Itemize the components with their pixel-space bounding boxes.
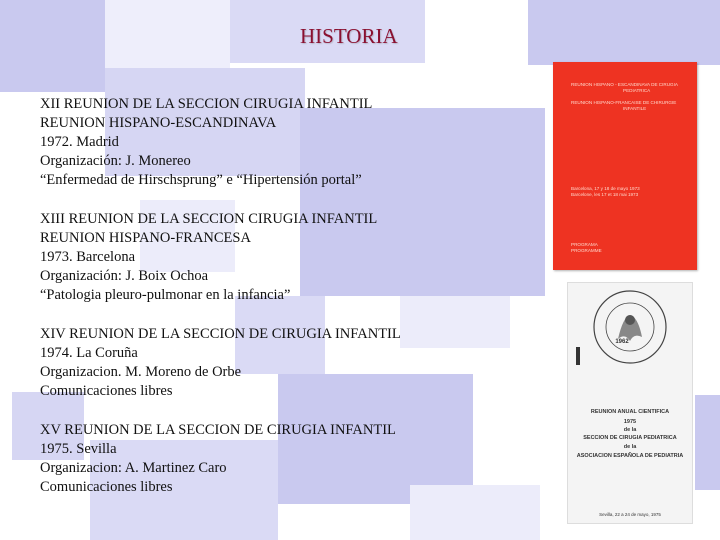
society-seal-icon: [568, 287, 692, 367]
decor-square: [105, 0, 230, 68]
cover-text: INFANTILE: [623, 106, 647, 111]
cover-text: de la: [623, 444, 637, 450]
text-line: XIV REUNION DE LA SECCION DE CIRUGIA INFANTIL: [40, 326, 401, 342]
text-line: Organización: J. Boix Ochoa: [40, 268, 209, 284]
text-line: Organizacion. M. Moreno de Orbe: [40, 364, 242, 380]
cover-text: SECCION DE CIRUGIA PEDIATRICA: [583, 435, 677, 441]
cover-text: PEDIATRICA: [623, 88, 651, 93]
decor-square: [400, 296, 510, 348]
cover-text: PROGRAMME: [571, 248, 602, 253]
meeting-block-1972: [40, 95, 372, 190]
meeting-block-1973: [40, 210, 377, 305]
text-line: REUNION HISPANO-FRANCESA: [40, 230, 251, 246]
cover-text: Barcelona, 17 y 18 de mayo 1973: [571, 186, 640, 191]
text-line: REUNION HISPANO-ESCANDINAVA: [40, 115, 277, 131]
text-line: Comunicaciones libres: [40, 479, 173, 495]
text-line: 1974. La Coruña: [40, 345, 138, 361]
page-title: HISTORIA: [300, 24, 398, 48]
meeting-block-1975: [40, 421, 396, 497]
text-line: 1973. Barcelona: [40, 249, 136, 265]
meeting-block-1974: [40, 325, 401, 401]
text-line: XIII REUNION DE LA SECCION CIRUGIA INFANTIL: [40, 211, 378, 227]
decor-square: [695, 395, 720, 490]
text-line: 1972. Madrid: [40, 134, 119, 150]
cover-text: de la: [623, 427, 637, 433]
cover-text: PROGRAMA: [571, 242, 598, 247]
text-line: XV REUNION DE LA SECCION DE CIRUGIA INFANTIL: [40, 422, 396, 438]
cover-text: 1975: [623, 419, 637, 425]
cover-text: ASOCIACION ESPAÑOLA DE PEDIATRIA: [576, 453, 684, 459]
text-line: Organización: J. Monereo: [40, 153, 191, 169]
seal-year: 1962: [615, 339, 629, 345]
cover-text: REUNION ANUAL CIENTIFICA: [590, 409, 670, 415]
text-line: “Patologia pleuro-pulmonar en la infancia”: [40, 287, 291, 303]
text-line: XII REUNION DE LA SECCION CIRUGIA INFANTIL: [40, 96, 373, 112]
text-line: “Enfermedad de Hirschsprung” e “Hipertensión portal”: [40, 172, 362, 188]
decor-square: [410, 485, 540, 540]
program-cover-1973: [553, 62, 697, 270]
decor-square: [528, 0, 720, 65]
cover-text: Barcelone, les 17 et 18 mai 1973: [571, 192, 639, 197]
text-line: 1975. Sevilla: [40, 441, 117, 457]
text-line: Comunicaciones libres: [40, 383, 173, 399]
text-line: Organizacion: A. Martinez Caro: [40, 460, 227, 476]
cover-footer: Sevilla, 22 a 24 de mayo, 1975: [599, 512, 661, 517]
decor-square: [0, 0, 105, 92]
cover-text: REUNION HISPANO - ESCANDINAVA DE CIRUGIA: [571, 82, 678, 87]
cover-text: REUNION HISPANO-FRANCAISE DE CHIRURGIE: [571, 100, 677, 105]
program-cover-1975: [567, 282, 693, 524]
